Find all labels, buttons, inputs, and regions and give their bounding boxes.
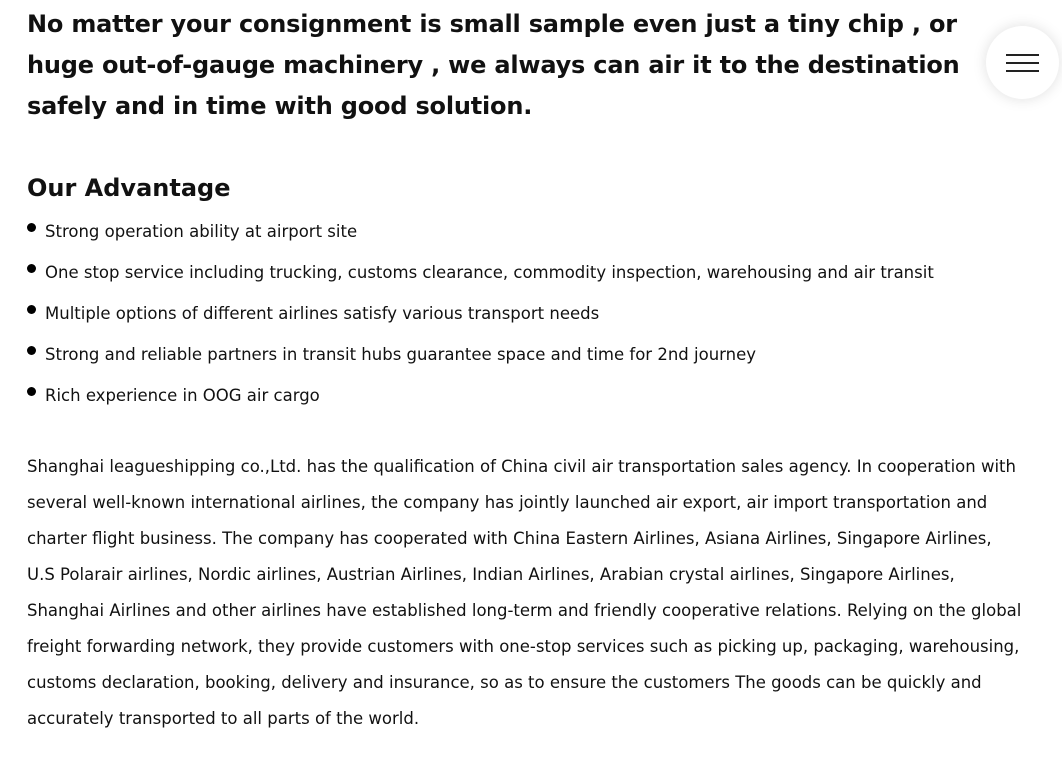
bullet-dot-icon — [27, 223, 36, 232]
list-item — [27, 375, 1027, 416]
bullet-dot-icon — [27, 387, 36, 396]
list-item-text: Rich experience in OOG air cargo — [45, 386, 320, 405]
bullet-dot-icon — [27, 346, 36, 355]
list-item — [27, 334, 1027, 375]
company-description: Shanghai leagueshipping co.,Ltd. has the qualification of China civil air transportation sales agency. In cooperation with several well-known international airlines, the company has jointly launched air export, air import transportation and charter flight business. The company has cooperated with China Eastern Airlines, Asiana Airlines, Singapore Airlines, U.S Polarair airlines, Nordic airlines, Austrian Airlines, Indian Airlines, Arabian crystal airlines, Singapore Airlines, Shanghai Airlines and other airlines have established long-term and friendly cooperative relations. Relying on the global freight forwarding network, they provide customers with one-stop services such as picking up, packaging, warehousing, customs declaration, booking, delivery and insurance, so as to ensure the customers The goods can be quickly and accurately transported to all parts of the world. — [27, 457, 1022, 728]
list-item-text: One stop service including trucking, customs clearance, commodity inspection, warehousing and air transit — [45, 263, 934, 282]
section-title-our-advantage: Our Advantage — [27, 174, 231, 202]
bullet-dot-icon — [27, 264, 36, 273]
list-item — [27, 293, 1027, 334]
list-item-text: Strong operation ability at airport site — [45, 222, 358, 241]
advantage-list — [27, 211, 1027, 416]
menu-button[interactable] — [986, 26, 1059, 99]
bullet-dot-icon — [27, 305, 36, 314]
list-item — [27, 211, 1027, 252]
list-item — [27, 252, 1027, 293]
hamburger-menu-icon — [1006, 54, 1039, 73]
intro-heading: No matter your consignment is small sample even just a tiny chip , or huge out-of-gauge machinery , we always can air it to the destination safely and in time with good solution. — [27, 10, 960, 120]
list-item-text: Strong and reliable partners in transit hubs guarantee space and time for 2nd journey — [45, 345, 757, 364]
list-item-text: Multiple options of different airlines satisfy various transport needs — [45, 304, 600, 323]
